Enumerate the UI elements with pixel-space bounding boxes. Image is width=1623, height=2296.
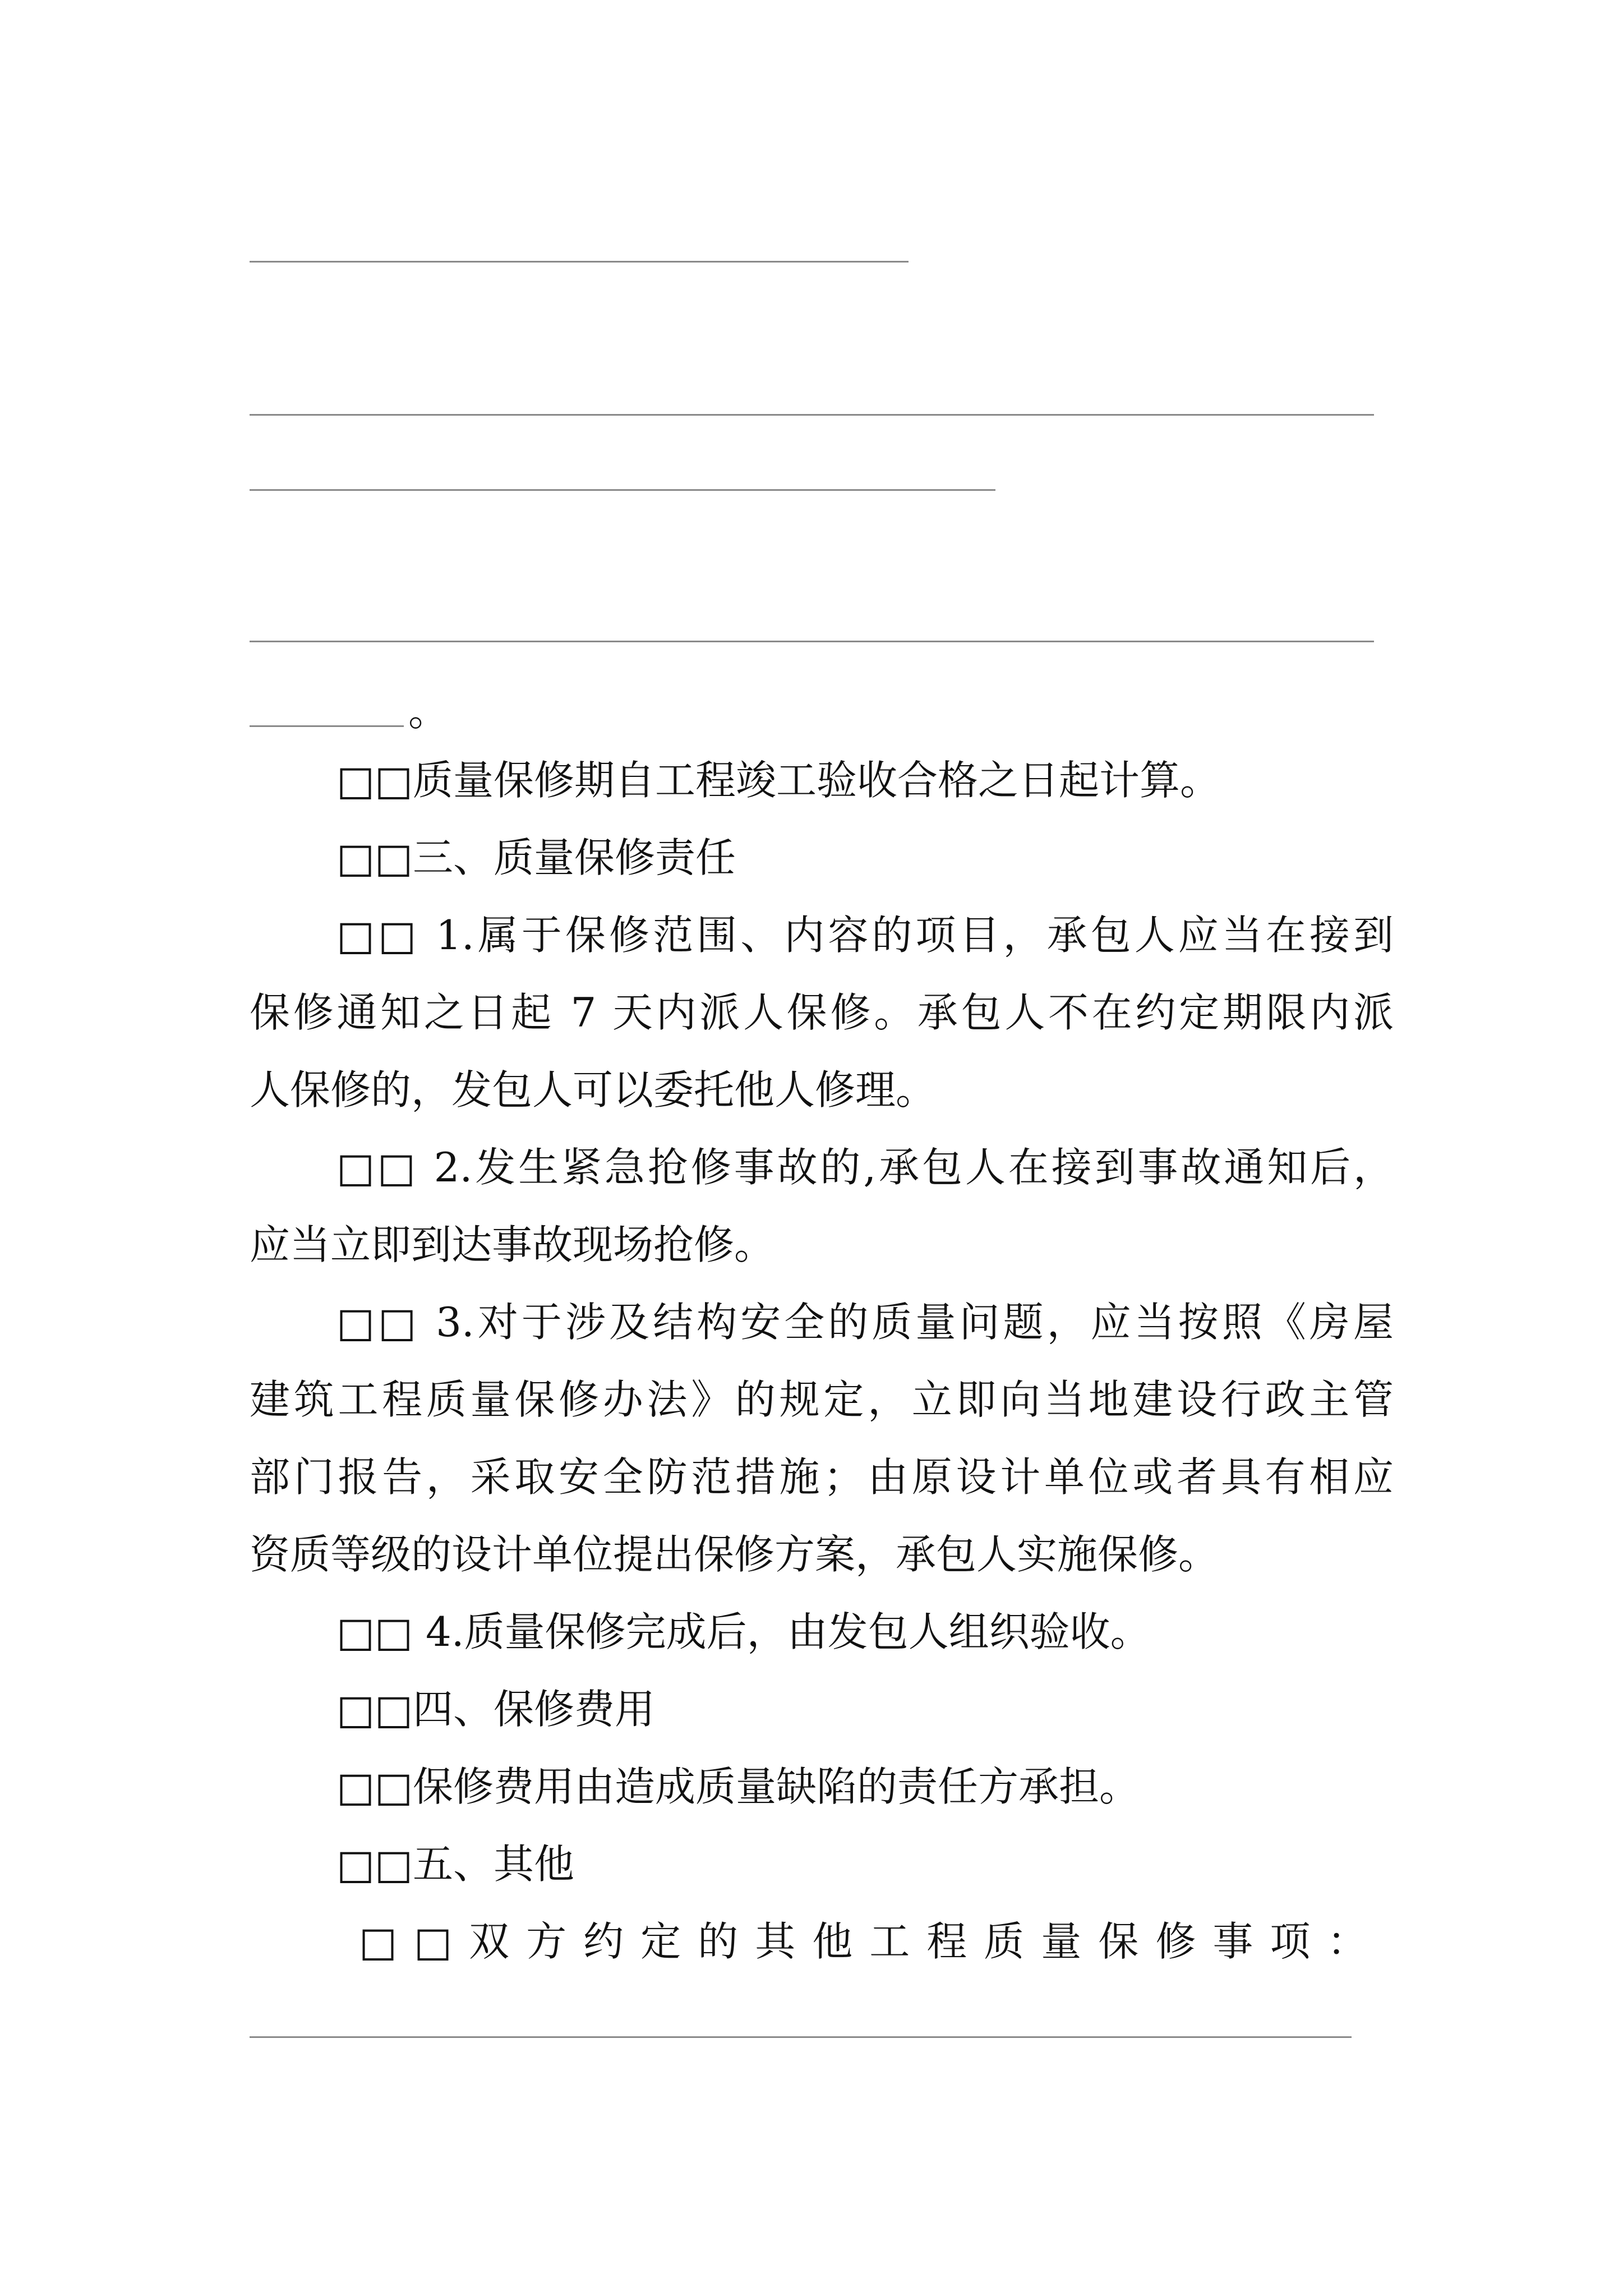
clause-3-line-4: 资质等级的设计单位提出保修方案，承包人实施保修。 <box>250 1531 1219 1578</box>
blank-line <box>250 489 995 491</box>
clause-2-line-2: 应当立即到达事故现场抢修。 <box>250 1221 775 1268</box>
clause-1-line-3: 人保修的，发包人可以委托他人修理。 <box>250 1066 937 1114</box>
clause-1-line-2: 保修通知之日起 7 天内派人保修。承包人不在约定期限内派 <box>250 989 1394 1036</box>
paragraph-other-matters: □□双方约定的其他工程质量保修事项： <box>359 1918 1380 1965</box>
blank-line <box>250 2036 1352 2038</box>
paragraph-warranty-period: □□质量保修期自工程竣工验收合格之日起计算。 <box>336 757 1221 804</box>
section-heading-warranty-responsibility: □□三、质量保修责任 <box>336 834 736 881</box>
clause-4: □□ 4.质量保修完成后，由发包人组织验收。 <box>336 1608 1151 1655</box>
clause-2-line-1: □□ 2.发生紧急抢修事故的,承包人在接到事故通知后， <box>336 1144 1394 1191</box>
blank-line <box>250 641 1374 642</box>
blank-line-ending <box>250 688 449 735</box>
clause-3-line-1: □□ 3.对于涉及结构安全的质量问题，应当按照《房屋 <box>336 1299 1394 1346</box>
section-heading-other: □□五、其他 <box>336 1841 575 1888</box>
clause-1-line-1: □□ 1.属于保修范围、内容的项目，承包人应当在接到 <box>336 912 1394 959</box>
clause-3-line-3: 部门报告，采取安全防范措施；由原设计单位或者具有相应 <box>250 1453 1394 1501</box>
period-mark: 。 <box>408 688 449 735</box>
section-heading-warranty-costs: □□四、保修费用 <box>336 1686 656 1733</box>
blank-line <box>250 261 909 263</box>
blank-line <box>250 414 1374 416</box>
clause-3-line-2: 建筑工程质量保修办法》的规定，立即向当地建设行政主管 <box>250 1376 1394 1423</box>
paragraph-costs: □□保修费用由造成质量缺陷的责任方承担。 <box>336 1763 1140 1810</box>
blank-line <box>250 725 404 727</box>
